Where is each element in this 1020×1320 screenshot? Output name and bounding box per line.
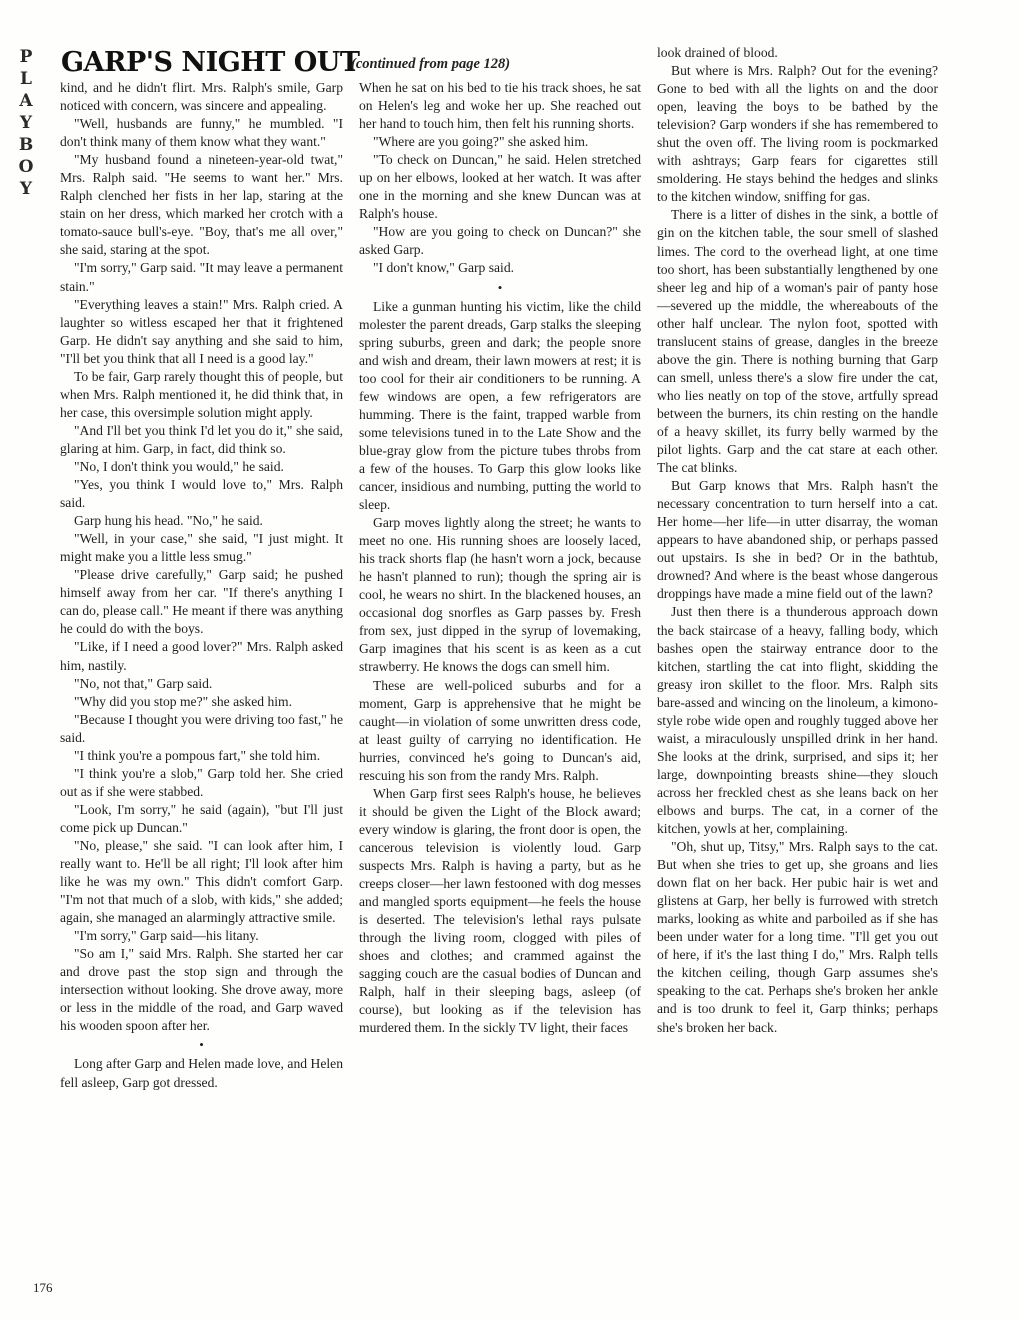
section-break-bullet: •	[199, 1037, 204, 1053]
paragraph: "Why did you stop me?" she asked him.	[74, 693, 292, 709]
paragraph: When he sat on his bed to tie his track shoes, he sat on Helen's leg and woke her up. She reached out her hand to touch him, then felt his running shorts.	[359, 80, 641, 132]
page-number: 176	[33, 1280, 53, 1295]
magazine-letter: P	[19, 47, 33, 67]
paragraph: "I think you're a slob," Garp told her. She cried out as if she were stabbed.	[60, 765, 343, 799]
paragraph: Garp moves lightly along the street; he wants to meet no one. His running shoes are loosely laced, his track shorts flap (he hasn't worn a jock, because he hasn't planned to run); though the spring air is cool, he wears no shirt. In the blackened houses, an occasional dog snorfles as Garp passes by. Fresh from sex, just dipped in the syrup of lovemaking, Garp imagines that his scent is as keen as a cut strawberry. He knows the dogs can smell him.	[359, 515, 641, 675]
paragraph: "Yes, you think I would love to," Mrs. Ralph said.	[60, 477, 343, 511]
paragraph: "To check on Duncan," he said. Helen stretched up on her elbows, looked at her watch. It was after one in the morning and she knew Duncan was at Ralph's house.	[359, 152, 641, 222]
paragraph: "So am I," said Mrs. Ralph. She started her car and drove past the stop sign and through the intersection without looking. She drove away, more or less in the middle of the road, and Garp waved his wooden spoon after her.	[60, 946, 343, 1034]
magazine-name-vertical	[13, 46, 39, 200]
text-column-3	[657, 44, 938, 1037]
paragraph: To be fair, Garp rarely thought this of people, but when Mrs. Ralph mentioned it, he did think that, in her case, this oversimple solution might apply.	[60, 368, 343, 420]
paragraph: Just then there is a thunderous approach down the back staircase of a heavy, falling body, which bashes open the stairway entrance door to the kitchen, startling the cat into flight, skidding the greasy iron skillet to the floor. Mrs. Ralph sits bare-assed and wincing on the linoleum, a kimono-style robe wide open and roughly tugged above her waist, a miraculously unspilled drink in her hand. She looks at the drink, surprised, and sips it; her large, downpointing breasts shine—they slouch across her freckled chest as she leans back on her elbows and burps. The cat, in a corner of the kitchen, yowls at her, complaining.	[657, 604, 938, 837]
paragraph: But where is Mrs. Ralph? Out for the evening? Gone to bed with all the lights on and the door open, leaving the boys to be bathed by the television? Garp wonders if she has remembered to shut the oven off. The living room is pockmarked with ashtrays; Garp fears for cigarettes still smoldering. He stays behind the hedges and slinks to the kitchen window, sniffing for gas.	[657, 63, 938, 205]
paragraph: look drained of blood.	[657, 45, 778, 60]
paragraph: "Well, husbands are funny," he mumbled. "I don't think many of them know what they want."	[60, 116, 343, 150]
paragraph: Long after Garp and Helen made love, and Helen fell asleep, Garp got dressed.	[60, 1056, 343, 1090]
paragraph: "No, not that," Garp said.	[74, 675, 213, 691]
magazine-letter: B	[18, 135, 34, 155]
magazine-letter: A	[19, 91, 33, 111]
paragraph: "How are you going to check on Duncan?" she asked Garp.	[359, 224, 641, 258]
paragraph: "Oh, shut up, Titsy," Mrs. Ralph says to the cat. But when she tries to get up, she groans and lies down flat on her back. Her pubic hair is wet and glistens at Garp, her belly is furrowed with stretch marks, looking as white and parboiled as if she has been under water for a long time. "I'll get you out of here, if it's the last thing I do," Mrs. Ralph tells the kitchen ceiling, though Garp assumes she's speaking to the cat. Perhaps she's broken her ankle and is too drunk to feel it, Garp thinks; perhaps she's broken her back.	[657, 839, 938, 1035]
text-column-2	[359, 79, 641, 1037]
paragraph: "And I'll bet you think I'd let you do it," she said, glaring at him. Garp, in fact, did think so.	[60, 422, 343, 456]
continued-note: (continued from page 128)	[351, 56, 511, 72]
article-title: GARP'S NIGHT OUT	[61, 47, 360, 78]
paragraph: "I think you're a pompous fart," she told him.	[74, 747, 321, 763]
magazine-letter: Y	[19, 179, 33, 199]
paragraph: "Like, if I need a good lover?" Mrs. Ralph asked him, nastily.	[60, 639, 343, 673]
paragraph: Like a gunman hunting his victim, like the child molester the parent dreads, Garp stalks the sleeping spring suburbs, green and dark; the people snore and wish and dream, their lawn mowers at rest; it is too cool for their air conditioners to be running. A few windows are open, a few refrigerators are humming. There is the faint, trapped warble from some televisions tuned in to the Late Show and the blue-gray glow from the picture tubes throbs from a few of the houses. To Garp this glow looks like cancer, insidious and numbing, putting the world to sleep.	[359, 298, 641, 513]
paragraph: Garp hung his head. "No," he said.	[74, 513, 263, 529]
paragraph: "No, I don't think you would," he said.	[74, 458, 284, 474]
paragraph: "No, please," she said. "I can look after him, I really want to. He'll be all right; I'll look after him like he was my own." This didn't comfort Garp. "I'm not that much of a slob, with kids," she added; again, she managed an alarmingly attractive smile.	[60, 837, 343, 926]
section-break-bullet: •	[497, 279, 503, 295]
paragraph: There is a litter of dishes in the sink, a bottle of gin on the kitchen table, the sour smell of slashed limes. The cord to the overhead light, at one time too short, has been substantially lengthened by one sheer leg and hip of a woman's pair of panty hose—severed up the middle, the whereabouts of the other half unclear. The nylon foot, spotted with translucent stains of grease, dangles in the breeze above the gin. There is nothing burning that Garp can smell, unless there's a slow fire under the cat, who lies neatly on top of the stove, artfully spread between the burners, its chin resting on the handle of a heavy skillet, its furry belly warmed by the pilot lights. Garp and the cat stare at each other. The cat blinks.	[657, 207, 938, 476]
paragraph: "Look, I'm sorry," he said (again), "but I'll just come pick up Duncan."	[60, 801, 343, 835]
paragraph: When Garp first sees Ralph's house, he believes it should be given the Light of the Block award; every window is glaring, the front door is open, the cancerous television is violently loud. Garp suspects Mrs. Ralph is having a party, but as he creeps closer—her lawn festooned with dog messes and mangled sports equipment—he feels the house is deserted. The television's lethal rays pulsate through the living room, clogged with piles of shoes and clothes; and crammed against the sagging couch are the casual bodies of Duncan and Ralph, half in their sleeping bags, asleep (of course), but looking as if the television has murdered them. In the sickly TV light, their faces	[359, 785, 641, 1036]
paragraph: "My husband found a nineteen-year-old twat," Mrs. Ralph said. "He seems to want her." Mrs. Ralph clenched her fists in her lap, staring at the stain on her dress, which marked her crotch with a tomato-sauce bull's-eye. "Boy, that's me all over," she said, staring at the spot.	[60, 152, 343, 258]
paragraph: kind, and he didn't flirt. Mrs. Ralph's smile, Garp noticed with concern, was sincere and appealing.	[60, 80, 343, 114]
paragraph: "I don't know," Garp said.	[373, 260, 515, 276]
magazine-letter: O	[18, 157, 34, 177]
magazine-letter: Y	[19, 113, 33, 133]
text-column-1	[60, 79, 343, 1092]
paragraph: These are well-policed suburbs and for a moment, Garp is apprehensive that he might be caught—in violation of some unwritten dress code, at least guilty of carrying no identification. He hurries, convinced he's going to Duncan's aid, rescuing his son from the randy Mrs. Ralph.	[359, 677, 641, 783]
paragraph: But Garp knows that Mrs. Ralph hasn't the necessary concentration to turn herself into a cat. Her home—her life—in utter disarray, the woman appears to have abandoned ship, or perhaps passed out upstairs. Is she in bed? Or in the bathtub, drowned? And where is the beast whose dangerous droppings have made a mine field out of the lawn?	[657, 478, 938, 602]
paragraph: "I'm sorry," Garp said—his litany.	[74, 928, 259, 944]
paragraph: "Please drive carefully," Garp said; he pushed himself away from her car. "If there's anything I can do, please call." He meant if there was anything he could do with the boys.	[60, 567, 343, 637]
magazine-letter: L	[20, 69, 32, 89]
paragraph: "Because I thought you were driving too fast," he said.	[60, 711, 343, 745]
paragraph: "Everything leaves a stain!" Mrs. Ralph cried. A laughter so witless escaped her that it frightened Garp. He didn't say anything and she said to him, "I'll bet you think that all I need is a good lay."	[60, 296, 343, 366]
paragraph: "Well, in your case," she said, "I just might. It might make you a little less smug."	[60, 531, 343, 565]
paragraph: "Where are you going?" she asked him.	[373, 134, 589, 150]
paragraph: "I'm sorry," Garp said. "It may leave a permanent stain."	[60, 260, 343, 294]
